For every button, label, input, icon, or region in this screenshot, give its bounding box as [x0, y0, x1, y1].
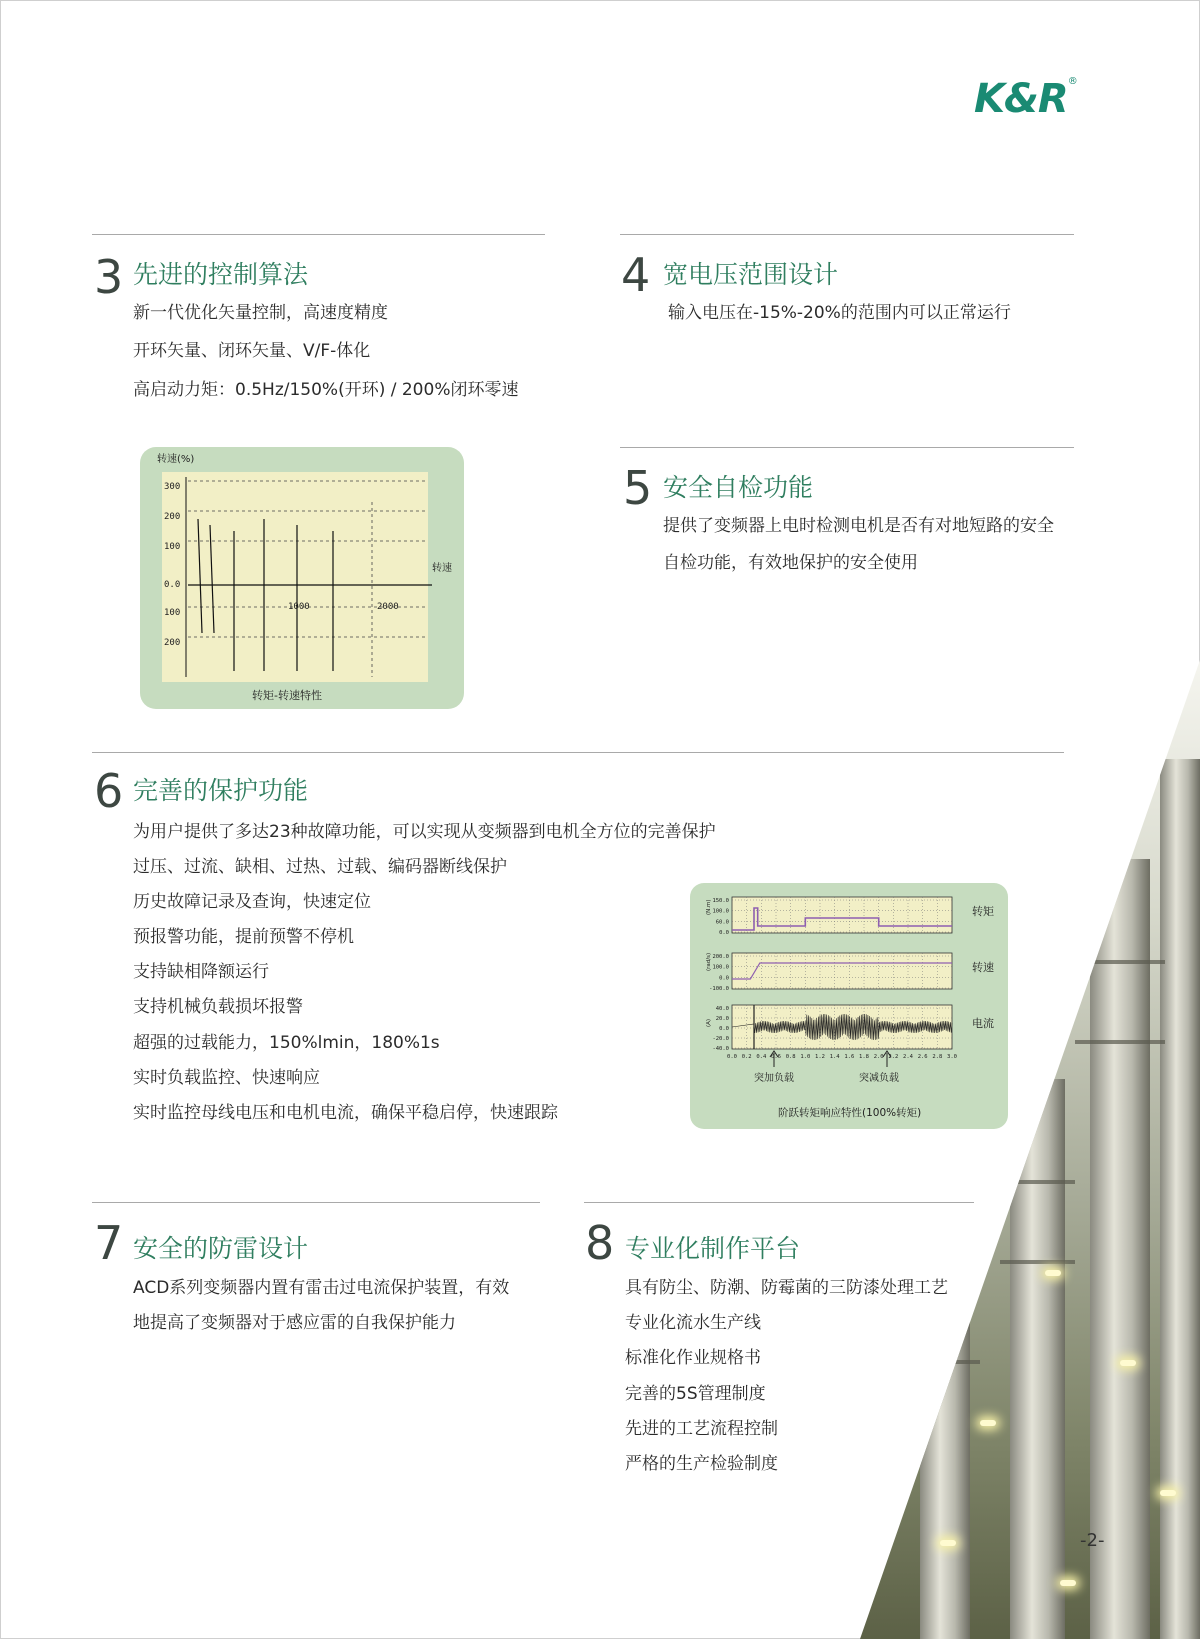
chart2-annotation: 突加负载 — [754, 1073, 794, 1084]
chart1-ytick: 200 — [164, 512, 181, 522]
feature-line: 标准化作业规格书 — [625, 1348, 761, 1368]
feature-line: 实时监控母线电压和电机电流，确保平稳启停，快速跟踪 — [133, 1103, 558, 1123]
section-divider — [92, 1202, 540, 1203]
feature-line: 地提高了变频器对于感应雷的自我保护能力 — [133, 1313, 456, 1333]
plant-light — [1045, 1270, 1061, 1276]
chart1-ytick: 0.0 — [164, 580, 181, 590]
tower-ring — [1000, 1260, 1075, 1264]
section-divider — [620, 447, 1074, 448]
chart2-ytick: 60.0 — [715, 919, 729, 926]
feature-line: 为用户提供了多达23种故障功能，可以实现从变频器到电机全方位的完善保护 — [133, 822, 716, 842]
chart2-unit: (N.m) — [706, 899, 712, 915]
plant-light — [1120, 1360, 1136, 1366]
torque-speed-chart — [140, 447, 464, 709]
feature-line: 开环矢量、闭环矢量、V/F-体化 — [133, 341, 371, 361]
chart2-xtick: 1.0 — [800, 1054, 811, 1060]
feature-line: ACD系列变频器内置有雷击过电流保护装置，有效 — [133, 1278, 510, 1298]
chart2-xtick: 0.8 — [785, 1054, 796, 1060]
tower-1 — [1090, 859, 1150, 1639]
chart2-ytick: 40.0 — [715, 1006, 729, 1012]
chart2-panel — [732, 897, 952, 933]
chart2-xtick: 2.2 — [888, 1054, 899, 1060]
page-number: -2- — [1080, 1530, 1105, 1551]
chart2-ytick: 0.0 — [719, 930, 729, 936]
plant-light — [1160, 1490, 1176, 1496]
feature-line: 自检功能，有效地保护的安全使用 — [663, 553, 918, 573]
feature-line: 严格的生产检验制度 — [625, 1454, 778, 1474]
chart2-ytick: 0.0 — [719, 975, 729, 982]
plant-light — [940, 1540, 956, 1546]
brand-logo: K&R® — [974, 75, 1077, 122]
chart2-ytick: 100.0 — [712, 964, 729, 971]
chart2-ytick: -100.0 — [709, 986, 729, 992]
chart2-ytick: -40.0 — [712, 1046, 729, 1052]
chart1-xtick: 2000 — [377, 602, 399, 612]
feature-line: 实时负载监控、快速响应 — [133, 1068, 320, 1088]
section-title: 宽电压范围设计 — [663, 260, 839, 289]
chart2-xtick: 2.0 — [873, 1054, 884, 1060]
feature-line: 提供了变频器上电时检测电机是否有对地短路的安全 — [663, 516, 1054, 536]
chart2-panel-label: 转矩 — [972, 905, 994, 918]
chart2-xtick: 2.8 — [932, 1054, 943, 1060]
chart2-ytick: -20.0 — [712, 1036, 729, 1042]
chart2-xtick: 1.6 — [844, 1054, 855, 1060]
section-title: 专业化制作平台 — [625, 1234, 801, 1263]
chart1-title: 转矩-转速特性 — [252, 689, 322, 702]
chart2-xtick: 1.2 — [815, 1054, 825, 1060]
chart1-ytick: 200 — [164, 638, 181, 648]
chart2-ytick: 100.0 — [712, 908, 729, 915]
feature-line: 过压、过流、缺相、过热、过载、编码器断线保护 — [133, 857, 507, 877]
section-title: 安全自检功能 — [663, 473, 814, 502]
step-torque-response-chart — [690, 883, 1008, 1129]
chart2-unit: (rad/s) — [706, 952, 712, 971]
feature-line: 专业化流水生产线 — [625, 1313, 761, 1333]
section-divider — [92, 752, 1064, 753]
chart2-panel-label: 转速 — [972, 961, 994, 974]
chart2-xticks — [727, 1054, 957, 1060]
section-number: 8 — [585, 1216, 615, 1270]
feature-line: 预报警功能，提前预警不停机 — [133, 927, 354, 947]
chart1-ytick: 100 — [164, 542, 181, 552]
feature-line: 具有防尘、防潮、防霉菌的三防漆处理工艺 — [625, 1278, 948, 1298]
chart2-xtick: 0.4 — [756, 1054, 767, 1060]
section-divider — [620, 234, 1074, 235]
chart2-annotation: 突减负载 — [859, 1073, 899, 1084]
section-title: 完善的保护功能 — [133, 776, 309, 805]
feature-line: 高启动力矩：0.5Hz/150%(开环) / 200%闭环零速 — [133, 380, 519, 400]
chart2-ytick: 200.0 — [712, 954, 729, 960]
tower-4 — [1160, 759, 1200, 1639]
chart2-ytick: 150.0 — [712, 898, 729, 904]
feature-line: 新一代优化矢量控制，高速度精度 — [133, 303, 388, 323]
chart2-xtick: 0.2 — [741, 1054, 752, 1060]
plant-light — [1060, 1580, 1076, 1586]
chart1-plot-area — [162, 472, 428, 682]
chart2-xtick: 1.8 — [859, 1054, 869, 1060]
chart2-ytick: 20.0 — [715, 1016, 729, 1022]
section-title: 安全的防雷设计 — [133, 1234, 309, 1263]
chart2-panels — [706, 897, 994, 1052]
section-number: 5 — [623, 461, 653, 515]
feature-line: 输入电压在-15%-20%的范围内可以正常运行 — [668, 303, 1011, 323]
chart1-ytick: 300 — [164, 482, 181, 492]
chart2-title: 阶跃转矩响应特性(100%转矩) — [778, 1107, 922, 1119]
chart2-unit: (A) — [706, 1018, 712, 1027]
torque-speed-svg — [140, 447, 464, 709]
section-number: 4 — [621, 248, 651, 302]
chart1-ylabel: 转速(%) — [157, 454, 195, 465]
chart1-xtick: 1000 — [288, 602, 310, 612]
section-title: 先进的控制算法 — [133, 260, 309, 289]
feature-line: 支持缺相降额运行 — [133, 962, 269, 982]
chart2-panel — [732, 953, 952, 989]
chart2-panel-label: 电流 — [972, 1017, 994, 1030]
section-divider — [92, 234, 545, 235]
step-torque-svg — [690, 883, 1008, 1129]
feature-line: 完善的5S管理制度 — [625, 1384, 766, 1404]
feature-line: 先进的工艺流程控制 — [625, 1419, 778, 1439]
plant-light — [980, 1420, 996, 1426]
feature-line: 历史故障记录及查询，快速定位 — [133, 892, 371, 912]
section-number: 3 — [94, 250, 124, 304]
section-divider — [584, 1202, 974, 1203]
chart2-ytick: 0.0 — [719, 1026, 729, 1032]
chart1-ytick: 100 — [164, 608, 181, 618]
feature-line: 超强的过载能力，150%lmin，180%1s — [133, 1033, 440, 1053]
chart2-xtick: 1.4 — [829, 1054, 840, 1060]
feature-line: 支持机械负载损坏报警 — [133, 997, 303, 1017]
chart2-xtick: 0.6 — [771, 1054, 781, 1060]
chart1-series-label: 转速 — [432, 563, 452, 574]
section-number: 7 — [94, 1216, 124, 1270]
chart2-xtick: 2.4 — [903, 1054, 913, 1060]
section-number: 6 — [94, 764, 124, 818]
chart2-xtick: 2.6 — [917, 1054, 928, 1060]
tower-ring — [1075, 1040, 1165, 1044]
chart2-xtick: 3.0 — [947, 1054, 957, 1060]
chart2-xtick: 0.0 — [727, 1054, 737, 1060]
